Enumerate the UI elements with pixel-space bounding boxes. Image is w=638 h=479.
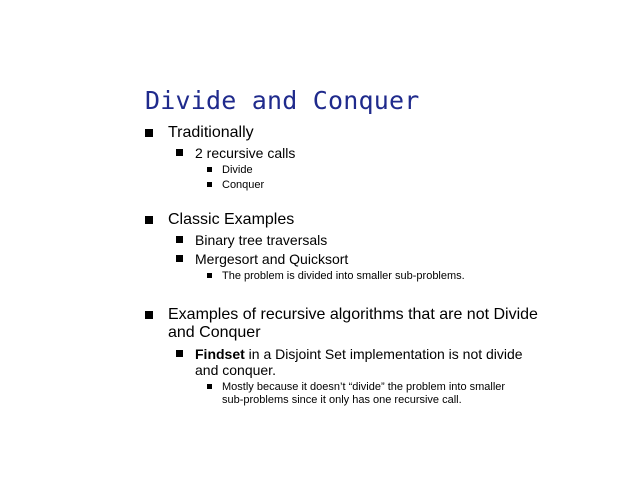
slide-title: Divide and Conquer xyxy=(145,86,420,115)
square-bullet-icon xyxy=(145,311,153,319)
bullet-text: The problem is divided into smaller sub-problems. xyxy=(222,270,465,282)
bullet-text-continued: and conquer. xyxy=(195,362,276,378)
square-bullet-icon xyxy=(176,149,183,156)
bold-term: Findset xyxy=(195,346,245,362)
bullet-text: 2 recursive calls xyxy=(195,145,296,161)
bullet-text: Binary tree traversals xyxy=(195,232,328,248)
bullet-text xyxy=(195,346,523,362)
square-bullet-icon xyxy=(176,255,183,262)
square-bullet-icon xyxy=(207,273,212,278)
bullet-text: Mostly because it doesn’t “divide” the problem into smaller xyxy=(222,381,506,393)
bullet-text-continued: sub-problems since it only has one recursive call. xyxy=(222,394,462,406)
bullet-text: Examples of recursive algorithms that are not Divide xyxy=(168,306,538,323)
square-bullet-icon xyxy=(207,384,212,389)
bullet-text: Divide xyxy=(222,164,253,176)
bullet-text: Classic Examples xyxy=(168,211,295,228)
bullet-text-continued: and Conquer xyxy=(168,324,261,341)
square-bullet-icon xyxy=(176,236,183,243)
bullet-text: Mergesort and Quicksort xyxy=(195,251,349,267)
bullet-text: Conquer xyxy=(222,179,265,191)
bullet-text-rest: in a Disjoint Set implementation is not divide xyxy=(244,346,523,362)
square-bullet-icon xyxy=(207,167,212,172)
square-bullet-icon xyxy=(176,350,183,357)
bullet-text: Traditionally xyxy=(168,124,254,141)
square-bullet-icon xyxy=(145,216,153,224)
square-bullet-icon xyxy=(145,129,153,137)
square-bullet-icon xyxy=(207,182,212,187)
